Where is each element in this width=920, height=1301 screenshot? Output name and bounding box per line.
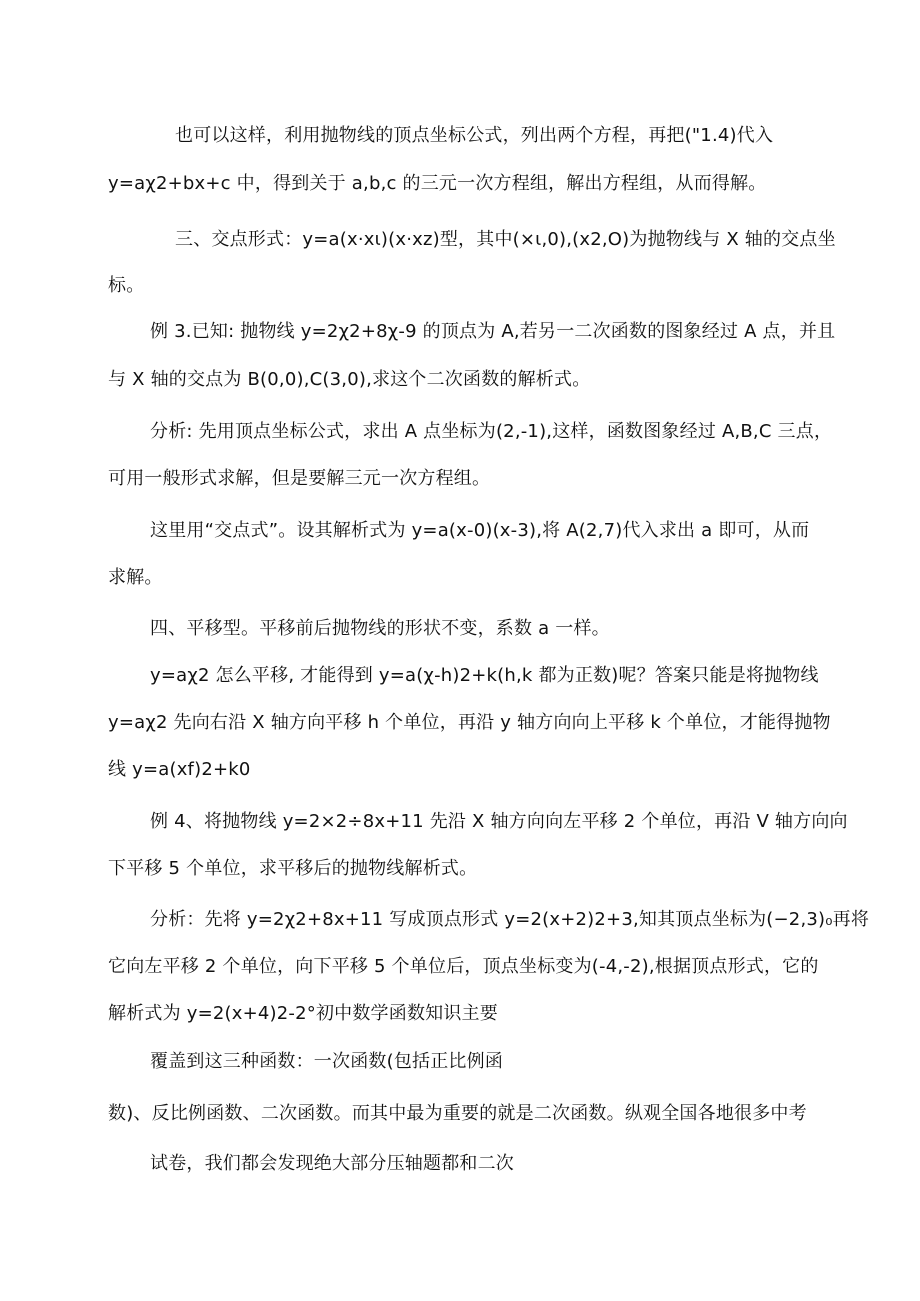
text-line-14: 线 y=a(xf)2+k0 (108, 759, 251, 780)
text-line-3: 三、交点形式：y=a(x·xι)(x·xz)型，其中(×ι,0),(x2,O)为抛物线与 X 轴的交点坐 (175, 229, 836, 250)
text-line-20: 覆盖到这三种函数：一次函数(包括正比例函 (150, 1051, 504, 1072)
text-line-9: 这里用“交点式”。设其解析式为 y=a(x-0)(x-3),将 A(2,7)代入求出 a 即可，从而 (150, 520, 810, 541)
text-line-22: 试卷，我们都会发现绝大部分压轴题都和二次 (150, 1153, 514, 1174)
text-line-7: 分析: 先用顶点坐标公式，求出 A 点坐标为(2,-1),这样，函数图象经过 A,B,C 三点， (150, 421, 833, 442)
text-line-19: 解析式为 y=2(x+4)2-2°初中数学函数知识主要 (108, 1003, 498, 1024)
text-line-6: 与 X 轴的交点为 B(0,0),C(3,0),求这个二次函数的解析式。 (108, 369, 591, 390)
text-line-12: y=aχ2 怎么平移, 才能得到 y=a(χ-h)2+k(h,k 都为正数)呢？答案只能是将抛物线 (150, 665, 819, 686)
text-line-16: 下平移 5 个单位，求平移后的抛物线解析式。 (108, 858, 478, 879)
text-line-13: y=aχ2 先向右沿 X 轴方向平移 h 个单位，再沿 y 轴方向向上平移 k 个单位，才能得抛物 (108, 712, 831, 733)
text-line-4: 标。 (108, 275, 145, 296)
text-line-17: 分析：先将 y=2χ2+8x+11 写成顶点形式 y=2(x+2)2+3,知其顶点坐标为(−2,3)₀再将 (150, 909, 870, 930)
text-line-18: 它向左平移 2 个单位，向下平移 5 个单位后，顶点坐标变为(-4,-2),根据顶点形式，它的 (108, 956, 819, 977)
text-line-21: 数)、反比例函数、二次函数。而其中最为重要的就是二次函数。纵观全国各地很多中考 (108, 1103, 807, 1124)
text-line-11: 四、平移型。平移前后抛物线的形状不变，系数 a 一样。 (150, 618, 610, 639)
text-line-10: 求解。 (108, 567, 163, 588)
text-line-15: 例 4、将抛物线 y=2×2÷8x+11 先沿 X 轴方向向左平移 2 个单位，再沿 V 轴方向向 (150, 811, 848, 832)
text-line-1: 也可以这样，利用抛物线的顶点坐标公式，列出两个方程，再把("1.4)代入 (175, 125, 774, 146)
text-line-8: 可用一般形式求解，但是要解三元一次方程组。 (108, 468, 491, 489)
text-line-5: 例 3.已知: 抛物线 y=2χ2+8χ-9 的顶点为 A,若另一二次函数的图象经过 A 点，并且 (150, 321, 836, 342)
text-line-2: y=aχ2+bx+c 中，得到关于 a,b,c 的三元一次方程组，解出方程组，从而得解。 (108, 173, 767, 194)
